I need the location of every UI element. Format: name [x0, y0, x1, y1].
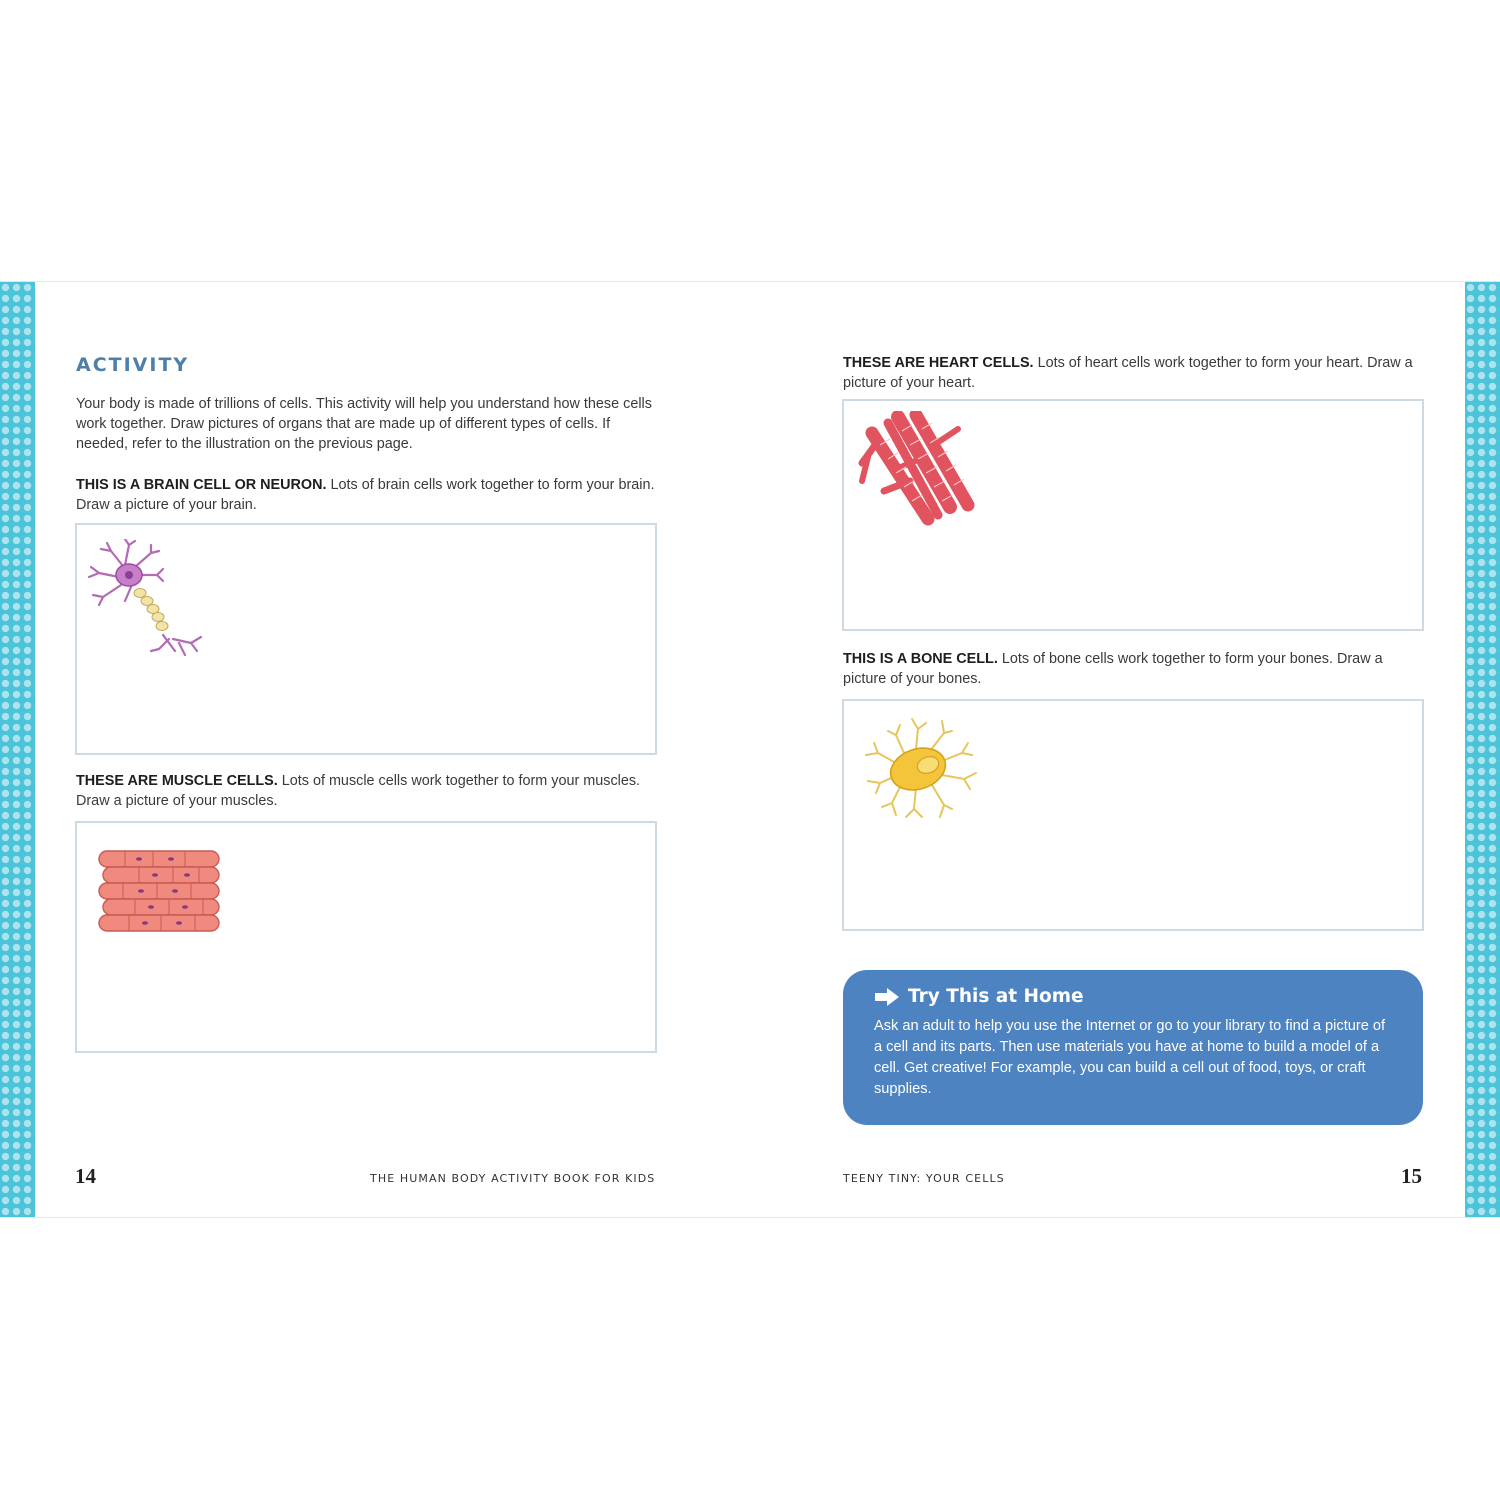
try-this-at-home-box: [843, 970, 1423, 1125]
heart-cells-label: THESE ARE HEART CELLS.: [843, 355, 1034, 371]
heart-cells-icon: [858, 411, 990, 533]
muscle-cells-icon: [95, 847, 225, 937]
bone-cell-label: THIS IS A BONE CELL.: [843, 651, 998, 667]
brain-cell-label: THIS IS A BRAIN CELL OR NEURON.: [76, 477, 327, 493]
tip-text: Ask an adult to help you use the Internet or go to your library to find a picture of a cell and its parts. Then use materials you have at home to build a model of a cell. Get creative! For example, you can build a cell out of food, toys, or craft supplies.: [874, 1018, 1386, 1097]
brain-cell-text: Lots of brain cells work together to form your brain. Draw a picture of your brain.: [76, 477, 655, 513]
page-number-right: 15: [1401, 1164, 1422, 1188]
running-head-left: THE HUMAN BODY ACTIVITY BOOK FOR KIDS: [370, 1172, 656, 1185]
bone-cell-text: Lots of bone cells work together to form your bones. Draw a picture of your bones.: [843, 651, 1383, 687]
right-polka-dot-border: [1465, 282, 1500, 1217]
tip-title: Try This at Home: [908, 986, 1084, 1007]
running-head-right: TEENY TINY: YOUR CELLS: [843, 1172, 1005, 1185]
arrow-right-icon: [874, 987, 900, 1007]
bone-cell-caption: [843, 650, 1423, 690]
activity-heading: ACTIVITY: [76, 354, 190, 376]
muscle-drawing-box[interactable]: [75, 821, 657, 1053]
muscle-cells-label: THESE ARE MUSCLE CELLS.: [76, 773, 278, 789]
tip-title-row: [874, 986, 1393, 1007]
heart-cells-text: Lots of heart cells work together to form your heart. Draw a picture of your heart.: [843, 355, 1413, 391]
left-polka-dot-border: [0, 282, 35, 1217]
intro-paragraph: Your body is made of trillions of cells. This activity will help you understand how these cells work together. Draw pictures of organs that are made up of different types of cells. If needed, refer to the illustration on the previous page.: [76, 396, 652, 452]
heart-cells-caption: [843, 354, 1423, 394]
brain-cell-caption: [76, 476, 656, 516]
neuron-icon: [85, 539, 215, 661]
brain-drawing-box[interactable]: [75, 523, 657, 755]
muscle-cells-text: Lots of muscle cells work together to form your muscles. Draw a picture of your muscles.: [76, 773, 641, 809]
heart-drawing-box[interactable]: [842, 399, 1424, 631]
bone-cell-icon: [856, 713, 986, 825]
muscle-cells-caption: [76, 772, 656, 812]
bone-drawing-box[interactable]: [842, 699, 1424, 931]
page-number-left: 14: [75, 1164, 96, 1188]
